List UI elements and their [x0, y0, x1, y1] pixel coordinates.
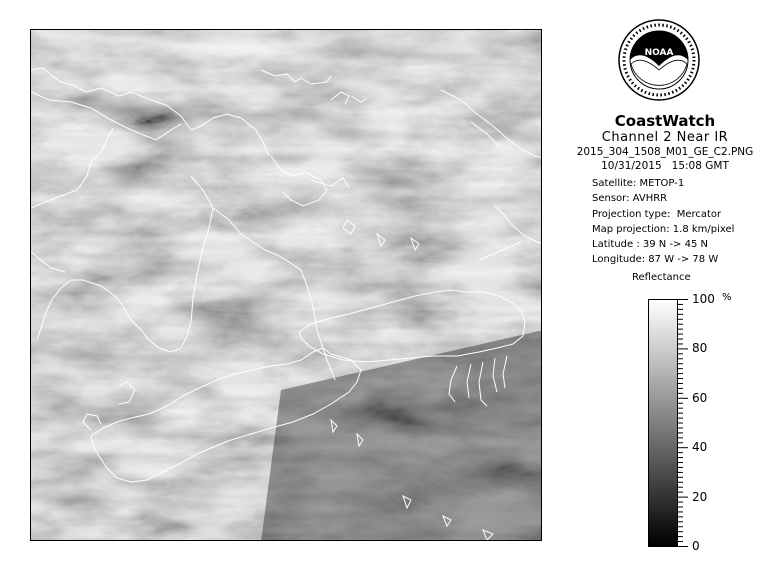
image-metadata [592, 176, 782, 268]
satellite-map [30, 29, 542, 541]
colorbar-tick-label: 100 [692, 292, 715, 306]
longitude-label: Longitude: 87 W -> 78 W [592, 254, 719, 266]
colorbar-tick-label: 0 [692, 539, 700, 553]
latitude-label: Latitude : 39 N -> 45 N [592, 239, 708, 251]
colorbar-tick-label: 40 [692, 440, 708, 455]
file-name: 2015_304_1508_M01_GE_C2.PNG [576, 146, 754, 158]
satellite-label: Satellite: METOP-1 [592, 178, 685, 189]
noaa-logo [617, 18, 701, 102]
colorbar-tick-label: 60 [692, 390, 708, 405]
map-imagery [31, 30, 542, 541]
reflectance-colorbar [648, 299, 678, 547]
colorbar-tick-label: 80 [692, 341, 708, 356]
colorbar-tick-label: 20 [692, 489, 708, 504]
map-projection-label: Map projection: 1.8 km/pixel [592, 223, 735, 235]
brand-title: CoastWatch [614, 112, 716, 130]
channel-label: Channel 2 Near IR [601, 130, 729, 145]
sensor-label: Sensor: AVHRR [592, 193, 668, 205]
product-header [560, 112, 770, 173]
legend-title: Reflectance [632, 272, 691, 283]
noaa-seal-icon [617, 18, 701, 102]
svg-text:NOAA: NOAA [644, 48, 674, 58]
projection-type-label: Projection type: Mercator [592, 208, 722, 220]
colorbar-ticks [678, 299, 690, 547]
acquisition-datetime: 10/31/2015 15:08 GMT [601, 160, 729, 172]
legend-unit: % [722, 292, 732, 303]
